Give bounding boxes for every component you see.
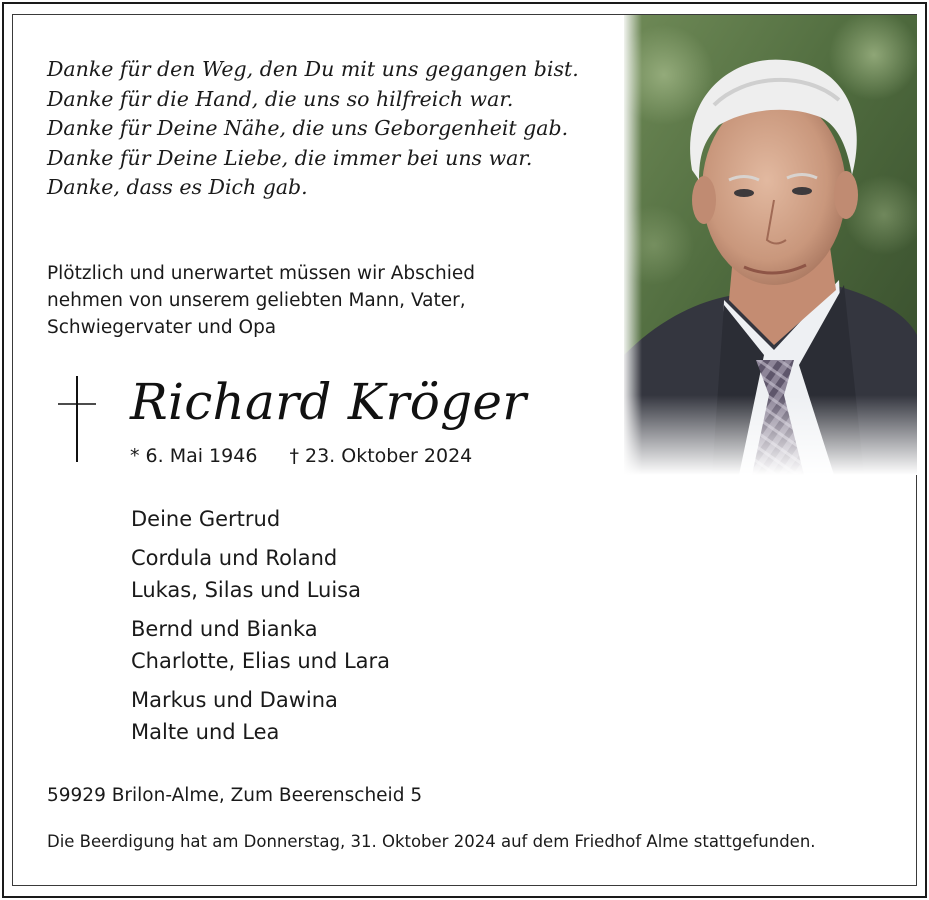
- address: 59929 Brilon-Alme, Zum Beerenscheid 5: [47, 785, 423, 806]
- family-line: Bernd und Bianka: [131, 617, 318, 641]
- verse-line: Danke, dass es Dich gab.: [47, 175, 308, 199]
- birth-date: * 6. Mai 1946: [130, 445, 258, 467]
- verse-line: Danke für Deine Liebe, die immer bei uns war.: [47, 145, 533, 170]
- verse-line: Danke für Deine Nähe, die uns Geborgenheit gab.: [47, 116, 569, 140]
- family-line: Malte und Lea: [131, 720, 280, 744]
- family-line: Deine Gertrud: [131, 507, 281, 531]
- cross-icon: [58, 376, 96, 462]
- family-line: Markus und Dawina: [131, 688, 338, 712]
- family-line: Charlotte, Elias und Lara: [131, 649, 391, 673]
- family-list: [131, 503, 390, 755]
- intro-line: nehmen von unserem geliebten Mann, Vater,: [47, 290, 466, 311]
- verse-line: Danke für den Weg, den Du mit uns gegangen bist.: [47, 57, 579, 81]
- family-group: [131, 613, 390, 677]
- intro-line: Plötzlich und unerwartet müssen wir Abschied: [47, 263, 475, 284]
- family-group: [131, 503, 390, 535]
- funeral-note: Die Beerdigung hat am Donnerstag, 31. Oktober 2024 auf dem Friedhof Alme stattgefunden.: [47, 832, 816, 851]
- verse: [47, 55, 579, 203]
- verse-line: Danke für die Hand, die uns so hilfreich war.: [47, 86, 514, 111]
- deceased-name: Richard Kröger: [130, 373, 527, 431]
- family-group: [131, 684, 390, 748]
- family-line: Cordula und Roland: [131, 546, 338, 570]
- death-date: † 23. Oktober 2024: [289, 445, 473, 467]
- family-line: Lukas, Silas und Luisa: [131, 578, 361, 602]
- intro-line: Schwiegervater und Opa: [47, 317, 277, 338]
- family-group: [131, 542, 390, 606]
- life-dates: [130, 443, 472, 469]
- intro-text: [47, 260, 475, 341]
- portrait-photo: [624, 15, 917, 475]
